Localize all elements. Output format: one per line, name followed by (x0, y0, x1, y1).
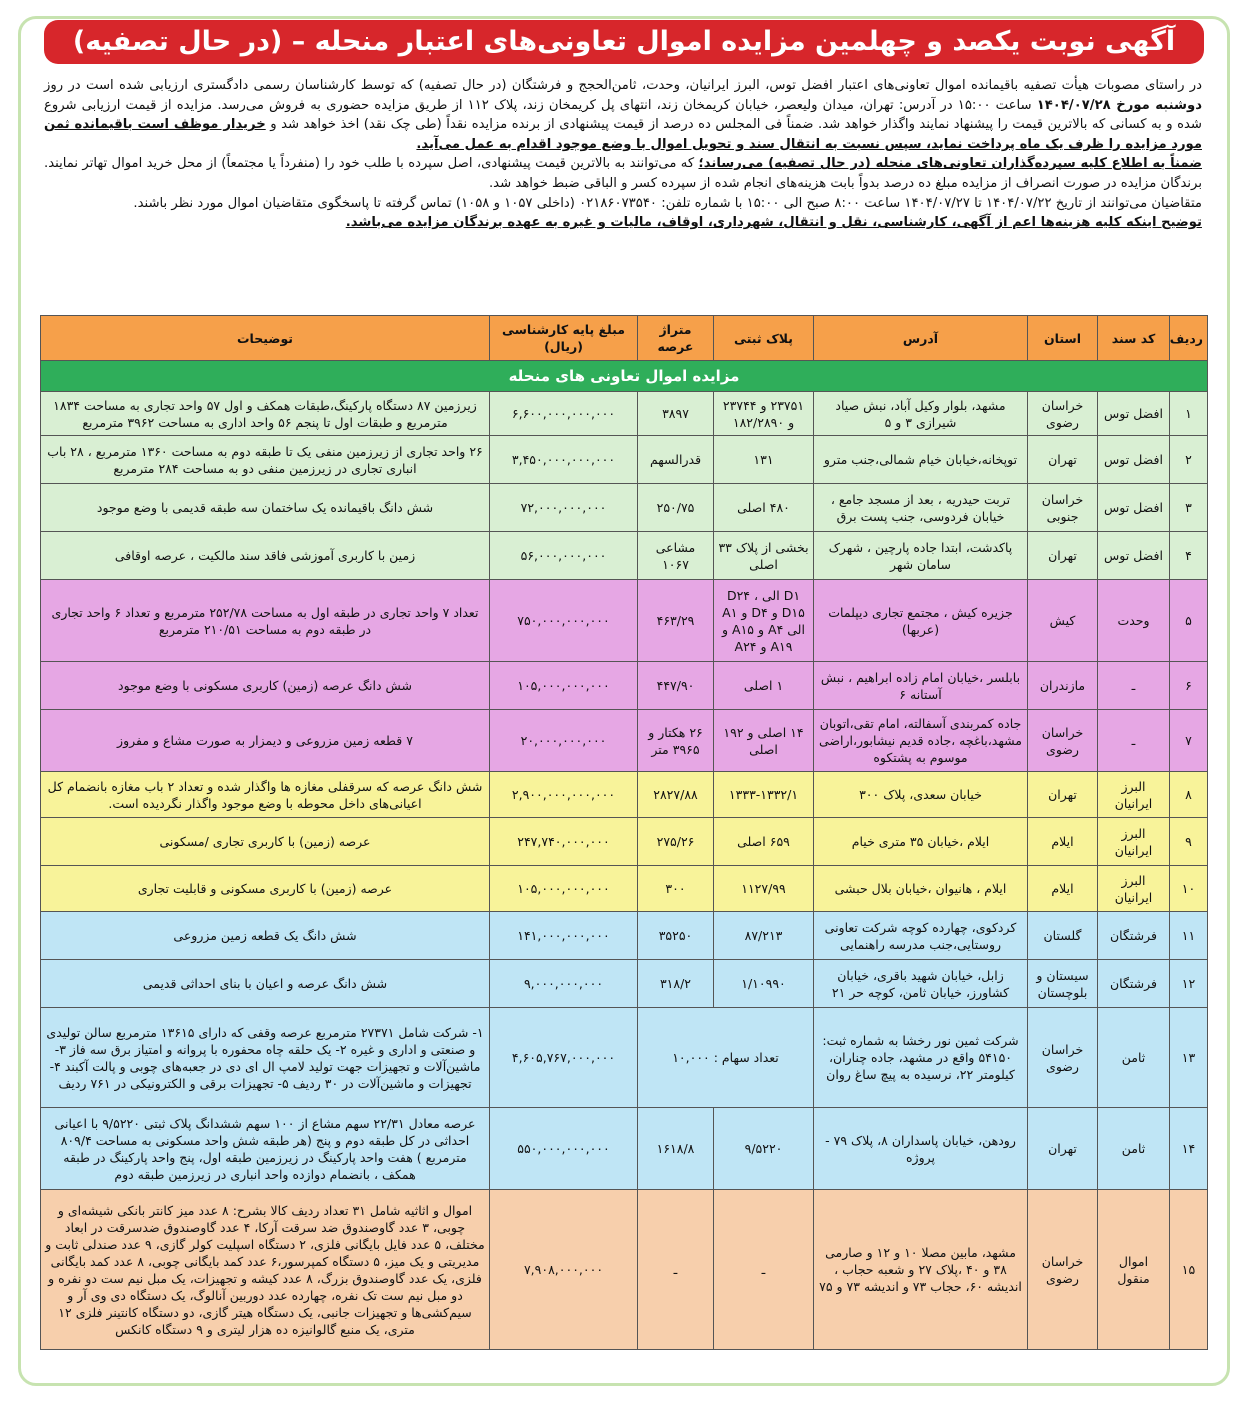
cell-province: خراسان رضوی (1028, 392, 1098, 436)
cell-area: مشاعی ۱۰۶۷ (638, 532, 714, 580)
cell-area: قدرالسهم (638, 436, 714, 484)
cell-code: ثامن (1098, 1108, 1170, 1190)
table-row (41, 912, 1208, 960)
cell-address: ایلام ،خیابان ۳۵ متری خیام (814, 818, 1028, 866)
cell-plate: D۱ الی D۲۴ ، D۱۵ و D۴ و A۱ الی A۴ و A۱۵ و A۱۹ و A۲۴ (714, 580, 814, 662)
cell-province: سیستان و بلوچستان (1028, 960, 1098, 1008)
table-row (41, 532, 1208, 580)
cell-id: ۵ (1170, 580, 1208, 662)
cell-address: شرکت ثمین نور رخشا به شماره ثبت: ۵۴۱۵۰ واقع در مشهد، جاده چناران، کیلومتر ۲۲، نرسیده به پیچ ساغ روان (814, 1008, 1028, 1108)
cell-area: ۳۸۹۷ (638, 392, 714, 436)
col-header-plate: پلاک ثبتی (714, 316, 814, 361)
cell-address: کردکوی، چهارده کوچه شرکت تعاونی روستایی،جنب مدرسه راهنمایی (814, 912, 1028, 960)
cell-price: ۴,۶۰۵,۷۶۷,۰۰۰,۰۰۰ (490, 1008, 638, 1108)
col-header-area: متراژ عرصه (638, 316, 714, 361)
cell-price: ۹,۰۰۰,۰۰۰,۰۰۰ (490, 960, 638, 1008)
cell-id: ۱ (1170, 392, 1208, 436)
cell-plate: ۹/۵۲۲۰ (714, 1108, 814, 1190)
cell-province: تهران (1028, 532, 1098, 580)
intro-paragraph-2 (44, 154, 1202, 193)
cell-plate: بخشی از پلاک ۳۳ اصلی (714, 532, 814, 580)
cell-price: ۵۵۰,۰۰۰,۰۰۰,۰۰۰ (490, 1108, 638, 1190)
cell-plate: ۸۷/۲۱۳ (714, 912, 814, 960)
cell-desc: عرصه (زمین) با کاربری مسکونی و قابلیت تجاری (41, 866, 490, 912)
cell-plate: ۱۴ اصلی و ۱۹۲ اصلی (714, 710, 814, 772)
cell-plate: ۱/۱۰۹۹۰ (714, 960, 814, 1008)
cell-code: ثامن (1098, 1008, 1170, 1108)
cell-id: ۴ (1170, 532, 1208, 580)
cell-province: گلستان (1028, 912, 1098, 960)
table-row (41, 580, 1208, 662)
cell-code: افضل توس (1098, 532, 1170, 580)
cell-desc: شش دانگ باقیمانده یک ساختمان سه طبقه قدیمی با وضع موجود (41, 484, 490, 532)
cell-province: تهران (1028, 436, 1098, 484)
cell-province: تهران (1028, 772, 1098, 818)
intro-paragraph-3: متقاضیان می‌توانند از تاریخ ۱۴۰۴/۰۷/۲۲ تا ۱۴۰۴/۰۷/۲۷ ساعت ۸:۰۰ صبح الی ۱۵:۰۰ با شماره تلفن: ۰۲۱۸۶۰۷۳۵۴۰ (داخلی ۱۰۵۷ و ۱۰۵۸) تماس گرفته تا پاسخگوی متقاضیان اموال مورد نظر باشند. (133, 195, 1202, 211)
table-row (41, 772, 1208, 818)
cell-area: ۲۸۲۷/۸۸ (638, 772, 714, 818)
cell-code: البرز ایرانیان (1098, 772, 1170, 818)
cell-desc: ۱- شرکت شامل ۲۷۳۷۱ مترمربع عرصه وقفی که دارای ۱۳۶۱۵ مترمربع سالن تولیدی و صنعتی و اداری و غیره ۲- یک حلقه چاه محفوره با پروانه و امتیاز برق سه فاز ۳- ماشین‌آلات و تجهیزات جهت تولید لامپ ال ای دی در جعبه‌های چوبی و پالت آکبند ۴- تجهیزات و ماشین‌آلات در ۳۰ ردیف ۵- تجهیزات برقی و الکترونیکی در ۷۶۱ ردیف (41, 1008, 490, 1108)
cell-province: خراسان رضوی (1028, 710, 1098, 772)
cell-id: ۱۵ (1170, 1190, 1208, 1350)
cell-address: مشهد، بلوار وکیل آباد، نبش صیاد شیرازی ۳ و ۵ (814, 392, 1028, 436)
cell-code: ـ (1098, 710, 1170, 772)
cell-desc: اموال و اثاثیه شامل ۳۱ تعداد ردیف کالا بشرح: ۸ عدد میز کانتر بانکی شیشه‌ای و چوبی، ۳ عدد گاوصندوق ضد سرقت آرکا، ۴ عدد گاوصندوق ضدسرقت در ابعاد مختلف، ۵ عدد فایل بایگانی فلزی، ۲ دستگاه اسپلیت کولر گازی، ۹ عدد صندلی ثابت و مدیریتی و یک میز، ۵ دستگاه کمپرسور،۶ عدد کمد بایگانی چوبی، ۸ عدد کمد بایگانی فلزی، یک عدد گاوصندوق بزرگ، ۸ عدد کیشه و تجهیزات، یک مبل نیم ست دو نفره و دو مبل نیم ست تک نفره، چهارده عدد دوربین آنالوگ، یک دستگاه دی وی آر و سیم‌کشی‌ها و تجهیزات جانبی، یک دستگاه هیتر گازی، دو دستگاه کانتینر فلزی ۱۲ متری، یک منبع گالوانیزه ده هزار لیتری و ۹ دستگاه کانکس (41, 1190, 490, 1350)
cell-desc: شش دانگ عرصه و اعیان با بنای احداثی قدیمی (41, 960, 490, 1008)
cell-code: فرشتگان (1098, 960, 1170, 1008)
cell-province: کیش (1028, 580, 1098, 662)
cell-price: ۷۲,۰۰۰,۰۰۰,۰۰۰ (490, 484, 638, 532)
table-row (41, 662, 1208, 710)
cell-plate: ۲۳۷۵۱ و ۲۳۷۴۴ و ۱۸۲/۲۸۹۰ (714, 392, 814, 436)
cell-province: مازندران (1028, 662, 1098, 710)
cell-address: رودهن، خیابان پاسداران ۸، پلاک ۷۹ - پروژه (814, 1108, 1028, 1190)
cell-desc: ۷ قطعه زمین مزروعی و دیمزار به صورت مشاع و مفروز (41, 710, 490, 772)
cell-id: ۱۱ (1170, 912, 1208, 960)
col-header-base-price: مبلغ پایه کارشناسی (ریال) (490, 316, 638, 361)
cell-plate: ۱۳۱ (714, 436, 814, 484)
col-header-row-number: ردیف (1170, 316, 1208, 361)
cell-plate: ۴۸۰ اصلی (714, 484, 814, 532)
table-header-row (41, 316, 1208, 361)
cell-area: ۳۱۸/۲ (638, 960, 714, 1008)
cell-address: پاکدشت، ابتدا جاده پارچین ، شهرک سامان شهر (814, 532, 1028, 580)
cell-id: ۳ (1170, 484, 1208, 532)
table-row (41, 960, 1208, 1008)
table-row (41, 484, 1208, 532)
cell-code: فرشتگان (1098, 912, 1170, 960)
cell-code: افضل توس (1098, 436, 1170, 484)
cell-price: ۷,۹۰۸,۰۰۰,۰۰۰ (490, 1190, 638, 1350)
depositors-text: که می‌توانند به بالاترین قیمت پیشنهادی، اصل سپرده با طلب خود را (منفرداً یا مجتمعاً) از محل خرید اموال تهاتر نمایند. برندگان مزایده در صورت انصراف از مزایده مبلغ ده درصد بدواً بابت هزینه‌های انجام شده از سپرده کسر و الباقی ضبط خواهد شد. (44, 156, 1202, 191)
cell-id: ۱۰ (1170, 866, 1208, 912)
cell-address: جاده کمربندی آسفالته، امام تقی،اتوبان مشهد،باغچه ،جاده قدیم نیشابور،اراضی موسوم به پشتکوه (814, 710, 1028, 772)
table-row (41, 1190, 1208, 1350)
table-row (41, 1008, 1208, 1108)
cell-price: ۶,۶۰۰,۰۰۰,۰۰۰,۰۰۰ (490, 392, 638, 436)
cell-plate: ۱۱۲۷/۹۹ (714, 866, 814, 912)
announcement-text (44, 76, 1202, 233)
cell-code: البرز ایرانیان (1098, 818, 1170, 866)
cell-price: ۲۴۷,۷۴۰,۰۰۰,۰۰۰ (490, 818, 638, 866)
costs-note: توضیح اینکه کلیه هزینه‌ها اعم از آگهی، کارشناسی، نقل و انتقال، شهرداری، اوقاف، مالیات و غیره به عهده برندگان مزایده می‌باشد. (345, 215, 1202, 231)
cell-id: ۱۴ (1170, 1108, 1208, 1190)
auction-table (40, 315, 1208, 1350)
cell-id: ۲ (1170, 436, 1208, 484)
cell-code: ـ (1098, 662, 1170, 710)
cell-desc: شش دانگ عرصه که سرقفلی مغازه ها واگذار شده و تعداد ۲ باب مغازه بانضمام کل اعیانی‌های داخل محوطه با وضع موجود واگذار نگردیده است. (41, 772, 490, 818)
table-row (41, 436, 1208, 484)
intro-text: در راستای مصوبات هیأت تصفیه باقیمانده اموال تعاونی‌های اعتبار افضل توس، البرز ایرانیان، وحدت، ثامن‌الحجج و فرشتگان (در حال تصفیه) که توسط کارشناسان رسمی دادگستری ارزیابی شده است در روز (44, 78, 1202, 93)
cell-code: افضل توس (1098, 484, 1170, 532)
cell-desc: عرصه معادل ۲۲/۳۱ سهم مشاع از ۱۰۰ سهم ششدانگ پلاک ثبتی ۹/۵۲۲۰ با اعیانی احداثی در کل طبقه دوم و پنج (هر طبقه شش واحد مسکونی به مساحت ۸۰۹/۴ مترمربع ) هفت واحد پارکینگ در زیرزمین طبقه اول، پنج واحد پارکینگ در طبقه همکف ، بانضمام دوازده واحد انباری در زیرزمین طبقه دوم (41, 1108, 490, 1190)
cell-area: ۴۴۷/۹۰ (638, 662, 714, 710)
cell-area: ۱۶۱۸/۸ (638, 1108, 714, 1190)
col-header-doc-code: کد سند (1098, 316, 1170, 361)
cell-province: خراسان رضوی (1028, 1190, 1098, 1350)
cell-price: ۲۰,۰۰۰,۰۰۰,۰۰۰ (490, 710, 638, 772)
cell-price: ۱۰۵,۰۰۰,۰۰۰,۰۰۰ (490, 662, 638, 710)
cell-price: ۵۶,۰۰۰,۰۰۰,۰۰۰ (490, 532, 638, 580)
col-header-description: توضیحات (41, 316, 490, 361)
table-row (41, 818, 1208, 866)
cell-price: ۱۰۵,۰۰۰,۰۰۰,۰۰۰ (490, 866, 638, 912)
cell-id: ۱۲ (1170, 960, 1208, 1008)
cell-province: خراسان رضوی (1028, 1008, 1098, 1108)
table-row (41, 392, 1208, 436)
cell-province: ایلام (1028, 866, 1098, 912)
cell-address: مشهد، مابین مصلا ۱۰ و ۱۲ و صارمی ۳۸ و ۴۰ ،پلاک ۲۷ و شعبه حجاب ، اندیشه ۶۰، حجاب ۷۳ و اندیشه ۷۳ و ۷۵ (814, 1190, 1028, 1350)
intro-text-cont: ساعت ۱۵:۰۰ در آدرس: تهران، میدان ولیعصر، خیابان کریمخان زند، انتهای پل کریمخان زند، پلاک ۱۱۲ از طریق مزایده حضوری به فروش می‌رسد. مزایده از قیمت ارزیابی شروع شده و به کسانی که بالاترین قیمت را پیشنهاد نمایند واگذار خواهد شد. ضمناً فی المجلس ده درصد از قیمت پیشنهادی از برنده مزایده نقداً (طی چک نقد) اخذ خواهد شد و (44, 97, 1202, 133)
cell-plate: تعداد سهام : ۱۰,۰۰۰ (638, 1008, 814, 1108)
cell-desc: تعداد ۷ واحد تجاری در طبقه اول به مساحت ۲۵۲/۷۸ مترمربع و تعداد ۶ واحد تجاری در طبقه دوم به مساحت ۲۱۰/۵۱ مترمربع (41, 580, 490, 662)
cell-code: وحدت (1098, 580, 1170, 662)
cell-desc: شش دانگ یک قطعه زمین مزروعی (41, 912, 490, 960)
cell-area: ۲۵۰/۷۵ (638, 484, 714, 532)
cell-plate: ۱ اصلی (714, 662, 814, 710)
cell-id: ۸ (1170, 772, 1208, 818)
page-title: آگهی نوبت یکصد و چهلمین مزایده اموال تعاونی‌های اعتبار منحله – (در حال تصفیه) (44, 20, 1204, 64)
cell-area: ۲۷۵/۲۶ (638, 818, 714, 866)
cell-area: ۲۶ هکتار و ۳۹۶۵ متر (638, 710, 714, 772)
cell-plate: ۱۳۳۳-۱۳۳۲/۱ (714, 772, 814, 818)
col-header-province: استان (1028, 316, 1098, 361)
cell-province: ایلام (1028, 818, 1098, 866)
cell-desc: زیرزمین ۸۷ دستگاه پارکینگ،طبقات همکف و اول ۵۷ واحد تجاری به مساحت ۱۸۳۴ مترمربع و طبقات اول تا پنجم ۵۶ واحد اداری به مساحت ۳۹۶۲ مترمربع (41, 392, 490, 436)
cell-code: البرز ایرانیان (1098, 866, 1170, 912)
cell-area: ۳۵۲۵۰ (638, 912, 714, 960)
cell-id: ۹ (1170, 818, 1208, 866)
cell-id: ۱۳ (1170, 1008, 1208, 1108)
table-caption: مزایده اموال تعاونی های منحله (41, 361, 1208, 392)
cell-price: ۳,۴۵۰,۰۰۰,۰۰۰,۰۰۰ (490, 436, 638, 484)
cell-address: زابل، خیابان شهید باقری، خیابان کشاورز، خیابان ثامن، کوچه حر ۲۱ (814, 960, 1028, 1008)
cell-price: ۱۴۱,۰۰۰,۰۰۰,۰۰۰ (490, 912, 638, 960)
cell-desc: عرصه (زمین) با کاربری تجاری /مسکونی (41, 818, 490, 866)
cell-plate: ۶۵۹ اصلی (714, 818, 814, 866)
cell-address: توپخانه،خیابان خیام شمالی،جنب مترو (814, 436, 1028, 484)
col-header-address: آدرس (814, 316, 1028, 361)
cell-province: تهران (1028, 1108, 1098, 1190)
table-row (41, 710, 1208, 772)
cell-plate: ـ (714, 1190, 814, 1350)
buyer-obligation: خریدار موظف است باقیمانده ثمن مورد مزایده را ظرف یک ماه پرداخت نماید، سپس نسبت به انتقال سند و تحویل اموال با وضع موجود اقدام به عمل می‌آید. (44, 117, 1202, 152)
table-row (41, 866, 1208, 912)
cell-address: ایلام ، هانیوان ،خیابان بلال حبشی (814, 866, 1028, 912)
cell-area: ۳۰۰ (638, 866, 714, 912)
depositors-notice: ضمناً به اطلاع کلیه سپرده‌گذاران تعاونی‌های منحله (در حال تصفیه) می‌رساند؛ (698, 156, 1202, 172)
cell-price: ۷۵۰,۰۰۰,۰۰۰,۰۰۰ (490, 580, 638, 662)
table-row (41, 1108, 1208, 1190)
cell-address: جزیره کیش ، مجتمع تجاری دیپلمات (عربها) (814, 580, 1028, 662)
cell-price: ۲,۹۰۰,۰۰۰,۰۰۰,۰۰۰ (490, 772, 638, 818)
cell-desc: ۲۶ واحد تجاری از زیرزمین منفی یک تا طبقه دوم به مساحت ۱۳۶۰ مترمربع ، ۲۸ باب انباری تجاری در زیرزمین منفی دو به مساحت ۲۸۴ مترمربع (41, 436, 490, 484)
cell-id: ۷ (1170, 710, 1208, 772)
cell-address: خیابان سعدی، پلاک ۳۰۰ (814, 772, 1028, 818)
cell-address: بابلسر ،خیابان امام زاده ابراهیم ، نبش آستانه ۶ (814, 662, 1028, 710)
cell-desc: شش دانگ عرصه (زمین) کاربری مسکونی با وضع موجود (41, 662, 490, 710)
cell-area: ۴۶۳/۲۹ (638, 580, 714, 662)
cell-code: افضل توس (1098, 392, 1170, 436)
cell-code: اموال منقول (1098, 1190, 1170, 1350)
cell-province: خراسان جنوبی (1028, 484, 1098, 532)
cell-address: تربت حیدریه ، بعد از مسجد جامع ، خیابان فردوسی، جنب پست برق (814, 484, 1028, 532)
intro-paragraph-1 (44, 76, 1202, 154)
auction-date: دوشنبه مورخ ۱۴۰۴/۰۷/۲۸ (1036, 97, 1202, 113)
cell-id: ۶ (1170, 662, 1208, 710)
cell-desc: زمین با کاربری آموزشی فاقد سند مالکیت ، عرصه اوقافی (41, 532, 490, 580)
cell-area: ـ (638, 1190, 714, 1350)
